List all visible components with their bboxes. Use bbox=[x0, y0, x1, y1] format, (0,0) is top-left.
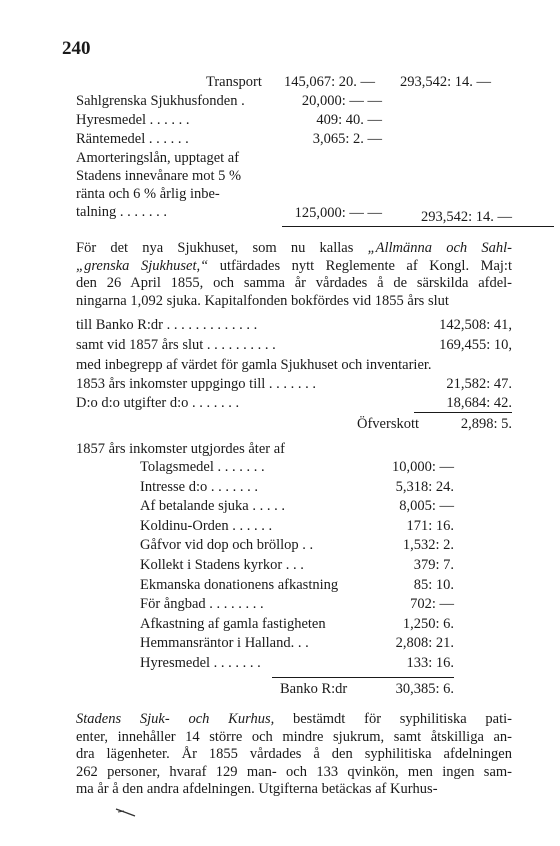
income-label: Afkastning af gamla fastigheten bbox=[140, 615, 326, 632]
capital-label: till Banko R:dr . . . . . . . . . . . . . bbox=[76, 317, 258, 333]
incomes-1857-heading: 1857 års inkomster utgjordes åter af bbox=[76, 441, 285, 457]
income-label: Intresse d:o . . . . . . . bbox=[140, 478, 258, 495]
paragraph-kurhus-text: dra lägenheter. År 1855 vårdades å den syphilitiska afdelningen bbox=[76, 746, 512, 763]
paragraph-kurhus-text: enter, innehåller 14 större och mindre sjukrum, samt åtskilliga an- bbox=[76, 728, 512, 745]
income-label: För ångbad . . . . . . . . bbox=[140, 596, 264, 613]
paragraph-sjukhuset-text: För det nya Sjukhuset, som nu kallas bbox=[76, 240, 368, 256]
income-value: 379: 7. bbox=[413, 557, 454, 573]
rule-amortering bbox=[282, 226, 554, 227]
amortering-value: 125,000: — — bbox=[294, 205, 382, 221]
income-label: Hyresmedel . . . . . . . bbox=[140, 655, 261, 671]
income-label: Tolagsmedel . . . . . . . bbox=[140, 459, 265, 475]
fund-label: Hyresmedel . . . . . . bbox=[76, 112, 190, 128]
paragraph-kurhus-text: bestämdt för syphilitiska pati- bbox=[274, 711, 512, 727]
income-value: 1,250: 6. bbox=[402, 615, 454, 632]
paragraph-sjukhuset-italic-text: „Allmänna och Sahl- bbox=[367, 240, 512, 256]
income-value: 702: — bbox=[410, 596, 454, 613]
paragraph-kurhus-text: ma år å den andra afdelningen. Utgifterna betäckas af Kurhus- bbox=[76, 781, 438, 798]
paragraph-kurhus bbox=[76, 711, 512, 799]
incomes-total-label: Banko R:dr bbox=[280, 681, 348, 697]
inbegrepp-line: med inbegrepp af värdet för gamla Sjukhuset och inventarier. bbox=[76, 357, 432, 373]
amortering-line: Amorteringslån, upptaget af bbox=[76, 150, 240, 166]
income-value: 133: 16. bbox=[406, 655, 454, 671]
fund-value: 3,065: 2. — bbox=[312, 131, 382, 147]
amortering-line: talning . . . . . . . bbox=[76, 204, 168, 220]
fund-label: Räntemedel . . . . . . bbox=[76, 131, 189, 147]
transport-col2: 293,542: 14. — bbox=[400, 74, 492, 90]
fund-label: Sahlgrenska Sjukhusfonden . bbox=[76, 93, 245, 109]
capital-label: samt vid 1857 års slut . . . . . . . . . . bbox=[76, 337, 276, 353]
income-label: Ekmanska donationens afkastning bbox=[140, 576, 339, 593]
paragraph-kurhus-line bbox=[76, 781, 512, 799]
income-label: Hemmansräntor i Halland. . . bbox=[140, 635, 309, 652]
paragraph-kurhus-line bbox=[76, 711, 512, 729]
paragraph-kurhus-line bbox=[76, 729, 512, 747]
paragraph-sjukhuset-italic-text: „grenska Sjukhuset,“ bbox=[76, 257, 209, 274]
paragraph-kurhus-line bbox=[76, 764, 512, 782]
paragraph-sjukhuset-line bbox=[76, 293, 512, 311]
paragraph-kurhus-italic-text: Stadens Sjuk- och Kurhus, bbox=[76, 711, 275, 727]
amortering-line: ränta och 6 % årlig inbe- bbox=[76, 186, 220, 202]
ink-mark-icon bbox=[115, 806, 137, 818]
page-number: 240 bbox=[62, 38, 91, 59]
paragraph-sjukhuset-text: utfärdades nytt Reglemente af Kongl. Maj:t bbox=[208, 257, 512, 274]
paragraph-sjukhuset-line bbox=[76, 258, 512, 276]
paragraph-sjukhuset bbox=[76, 240, 512, 310]
paragraph-kurhus-text: 262 personer, hvaraf 129 man- och 133 qvinkön, men ingen sam- bbox=[76, 763, 512, 780]
income-value: 85: 10. bbox=[413, 576, 454, 593]
capital-value: 169,455: 10, bbox=[439, 337, 512, 353]
capital-value: 142,508: 41, bbox=[439, 317, 512, 333]
income-label: Gåfvor vid dop och bröllop . . bbox=[140, 537, 314, 554]
incomes-total-value: 30,385: 6. bbox=[395, 681, 454, 697]
amortering-line: Stadens innevånare mot 5 % bbox=[76, 168, 242, 184]
paragraph-kurhus-line bbox=[76, 746, 512, 764]
fund-value: 409: 40. — bbox=[316, 112, 382, 128]
amortering-total: 293,542: 14. — bbox=[420, 209, 512, 225]
income-value: 8,005: — bbox=[399, 498, 454, 515]
rule-incomes bbox=[272, 677, 454, 678]
rule-1853 bbox=[414, 412, 512, 413]
income-value: 2,808: 21. bbox=[395, 635, 454, 652]
paragraph-sjukhuset-line bbox=[76, 275, 512, 293]
income-label: Koldinu-Orden . . . . . . bbox=[140, 517, 273, 534]
transport-col1: 145,067: 20. — bbox=[284, 74, 376, 90]
income-label: Kollekt i Stadens kyrkor . . . bbox=[140, 557, 304, 573]
income-value: 171: 16. bbox=[406, 517, 454, 534]
account-1853-label: D:o d:o utgifter d:o . . . . . . . bbox=[76, 395, 240, 411]
paragraph-sjukhuset-text: ningarna 1,092 sjuka. Kapitalfonden bokfördes vid 1855 års slut bbox=[76, 292, 449, 309]
account-1853-label: 1853 års inkomster uppgingo till . . . . . . . bbox=[76, 376, 317, 392]
overskott-value: 2,898: 5. bbox=[460, 416, 512, 432]
paragraph-sjukhuset-line bbox=[76, 240, 512, 258]
income-value: 5,318: 24. bbox=[395, 478, 454, 495]
income-label: Af betalande sjuka . . . . . bbox=[140, 498, 285, 515]
account-1853-value: 21,582: 47. bbox=[446, 376, 512, 392]
transport-label: Transport bbox=[206, 74, 262, 90]
fund-value: 20,000: — — bbox=[301, 93, 382, 109]
overskott-label: Öfverskott bbox=[357, 416, 420, 432]
paragraph-sjukhuset-text: den 26 April 1855, och samma år vårdades å de särskilda afdel- bbox=[76, 275, 512, 292]
income-value: 1,532: 2. bbox=[402, 537, 454, 554]
account-1853-value: 18,684: 42. bbox=[446, 395, 512, 411]
income-value: 10,000: — bbox=[391, 459, 454, 475]
